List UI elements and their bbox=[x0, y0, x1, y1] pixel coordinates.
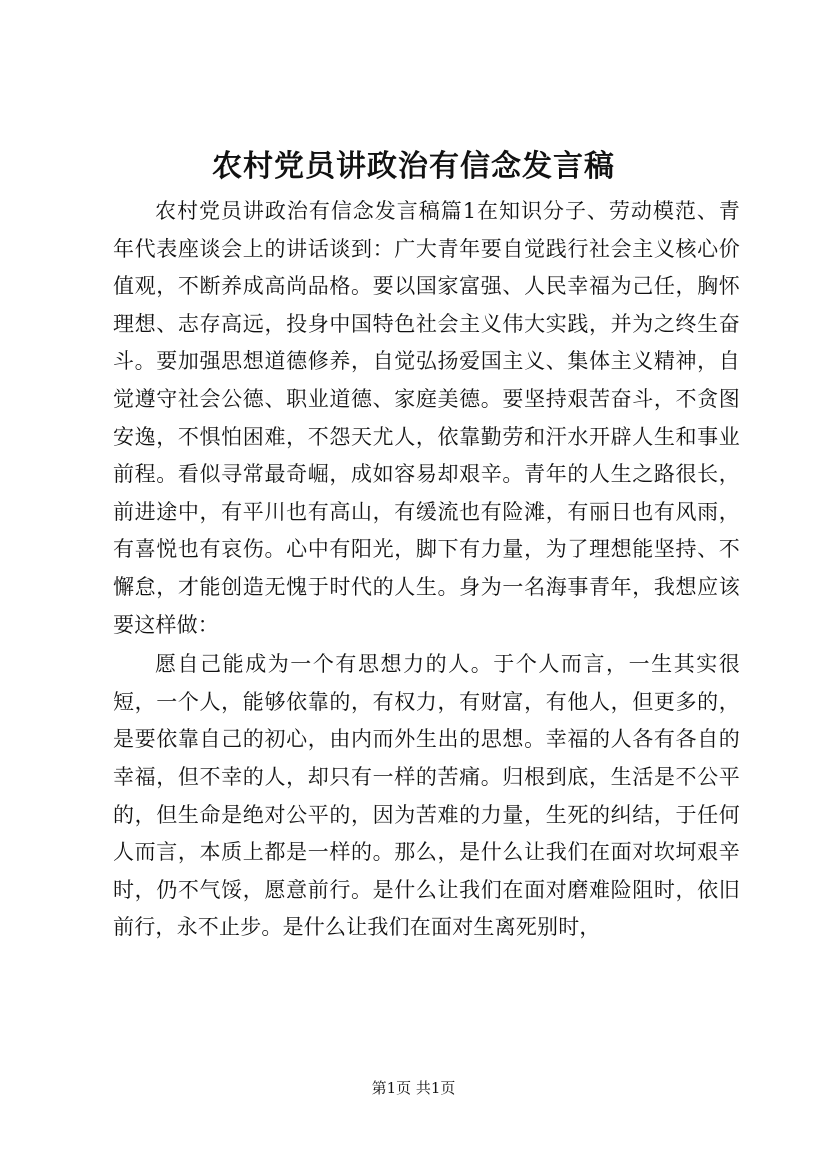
paragraph-2: 愿自己能成为一个有思想力的人。于个人而言，一生其实很短，一个人，能够依靠的，有权力，有财富，有他人，但更多的，是要依靠自己的初心，由内而外生出的思想。幸福的人各有各自的幸福，但不幸的人，却只有一样的苦痛。归根到底，生活是不公平的，但生命是绝对公平的，因为苦难的力量，生死的纠结，于任何人而言，本质上都是一样的。那么，是什么让我们在面对坎坷艰辛时，仍不气馁，愿意前行。是什么让我们在面对磨难险阻时，依旧前行，永不止步。是什么让我们在面对生离死别时， bbox=[113, 652, 740, 940]
document-body bbox=[113, 193, 740, 947]
paragraph-1: 农村党员讲政治有信念发言稿篇1在知识分子、劳动模范、青年代表座谈会上的讲话谈到：广大青年要自觉践行社会主义核心价值观，不断养成高尚品格。要以国家富强、人民幸福为己任，胸怀理想、志存高远，投身中国特色社会主义伟大实践，并为之终生奋斗。要加强思想道德修养，自觉弘扬爱国主义、集体主义精神，自觉遵守社会公德、职业道德、家庭美德。要坚持艰苦奋斗，不贪图安逸，不惧怕困难，不怨天尤人，依靠勤劳和汗水开辟人生和事业前程。看似寻常最奇崛，成如容易却艰辛。青年的人生之路很长，前进途中，有平川也有高山，有缓流也有险滩，有丽日也有风雨，有喜悦也有哀伤。心中有阳光，脚下有力量，为了理想能坚持、不懈怠，才能创造无愧于时代的人生。身为一名海事青年，我想应该要这样做： bbox=[113, 199, 740, 637]
document-title: 农村党员讲政治有信念发言稿 bbox=[212, 149, 615, 184]
page-number-footer: 第1页 共1页 bbox=[371, 1079, 456, 1097]
